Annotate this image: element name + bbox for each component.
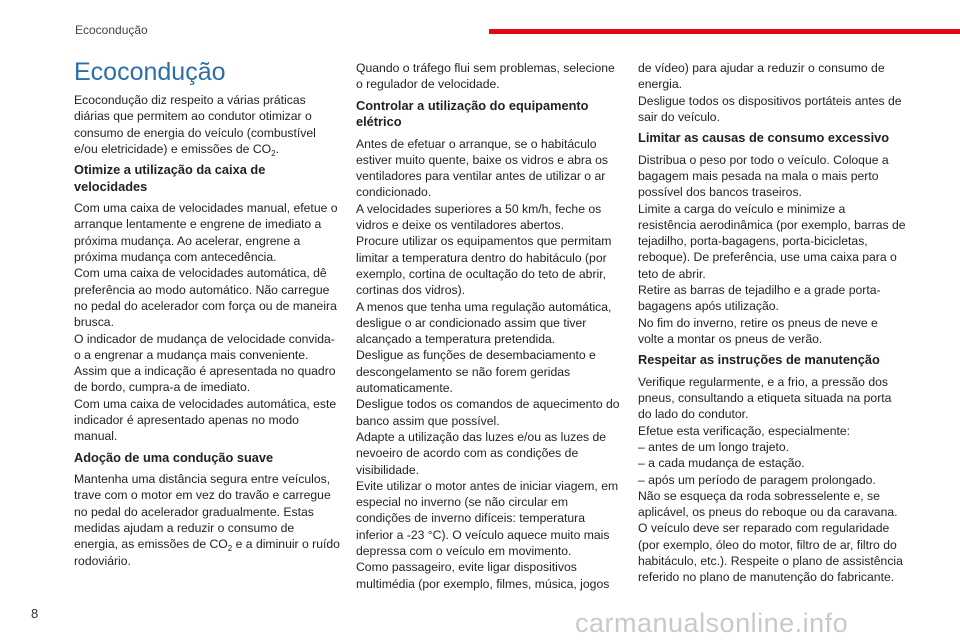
electric-text-2: A velocidades superiores a 50 km/h, feche os vidros e deixe os ventiladores abertos. — [356, 201, 602, 233]
heading-gearbox: Otimize a utilização da caixa de velocidades — [74, 162, 266, 194]
cruise-control-text: Quando o tráfego flui sem problemas, selecione o regulador de velocidade. — [356, 61, 615, 92]
heading-excess-consumption: Limitar as causas de consumo excessivo — [638, 130, 890, 146]
portable-devices-text: Desligue todos os dispositivos portáteis antes de sair do veículo. — [638, 93, 902, 124]
electric-text-5: Desligue as funções de desembaciamento e descongelamento se não forem geridas automaticamente. — [356, 348, 596, 396]
intro-paragraph — [74, 92, 340, 157]
limit-text-4: No fim do inverno, retire os pneus de neve e volte a montar os pneus de verão. — [638, 315, 878, 346]
maintenance-list-item: – após um período de paragem prolongado. — [638, 472, 876, 487]
smooth-text: Mantenha uma distância segura entre veículos, trave com o motor em vez do travão e carregue no pedal do acelerador gradualmente. Estas medidas ajudam a reduzir o consumo de energia, as emissões de CO — [74, 472, 331, 552]
maintenance-text-6: Não se esqueça da roda sobresselente e, se aplicável, os pneus do reboque ou da caravana. — [638, 488, 898, 520]
electric-text-1: Antes de efetuar o arranque, se o habitáculo estiver muito quente, baixe os vidros e abra os ventiladores para ventilar antes de utilizar o ar condicionado. — [356, 136, 609, 200]
header-accent-bar — [489, 29, 960, 34]
heading-electric-equipment: Controlar a utilização do equipamento elétrico — [356, 97, 589, 130]
maintenance-list-item: – a cada mudança de estação. — [638, 456, 805, 471]
electric-text-4: A menos que tenha uma regulação automática, desligue o ar condicionado assim que tiver alcançado a temperatura pretendida. — [356, 299, 612, 347]
column-2 — [356, 60, 622, 592]
electric-text-7: Adapte a utilização das luzes e/ou as luzes de nevoeiro de acordo com as condições de visibilidade. — [356, 429, 607, 477]
limit-text-3: Retire as barras de tejadilho e a grade porta-bagagens após utilização. — [638, 283, 881, 314]
column-3 — [638, 60, 906, 586]
smooth-end: e a diminuir o ruído rodoviário. — [74, 537, 340, 568]
electric-text-9: Como passageiro, evite ligar dispositivos multimédia (por exemplo, filmes, música, jogos — [356, 560, 610, 591]
heading-smooth-driving: Adoção de uma condução suave — [74, 449, 274, 465]
smooth-subscript: 2 — [227, 544, 233, 554]
column-1 — [74, 58, 340, 569]
electric-text-8: Evite utilizar o motor antes de iniciar viagem, em especial no inverno (se não circular em condições de inverno difíceis: temperatura inferior a -23 °C). O veículo aquece muito mais depressa com o veículo em movimento. — [356, 478, 619, 559]
electric-text-6: Desligue todos os comandos de aquecimento do banco assim que possível. — [356, 397, 620, 428]
gearbox-text-4: Com uma caixa de velocidades automática, este indicador é apresentado apenas no modo manual. — [74, 396, 337, 444]
maintenance-text-7: O veículo deve ser reparado com regularidade (por exemplo, óleo do motor, filtro de ar, filtro do habitáculo, etc.). Respeite o plano de assistência referido no plano de manutenção do fabricante. — [638, 521, 903, 585]
gearbox-text-1: Com uma caixa de velocidades manual, efetue o arranque lentamente e engrene de imediato a próxima mudança. Ao acelerar, engrene a próxima mudança com antecedência. — [74, 201, 338, 265]
maintenance-text-1: Verifique regularmente, e a frio, a pressão dos pneus, consultando a etiqueta situada na porta do lado do condutor. — [638, 374, 892, 422]
limit-text-1: Distribua o peso por todo o veículo. Coloque a bagagem mais pesada na mala o mais perto possível dos bancos traseiros. — [638, 152, 889, 200]
intro-end: . — [275, 141, 279, 156]
maintenance-list-item: – antes de um longo trajeto. — [638, 439, 790, 454]
running-header: Ecocondução — [75, 23, 148, 37]
limit-text-2: Limite a carga do veículo e minimize a resistência aerodinâmica (por exemplo, barras de tejadilho, porta-bagagens, porta-bicicletas, reboque). De preferência, use uma caixa para o teto de abrir. — [638, 201, 906, 281]
intro-text: Ecocondução diz respeito a várias práticas diárias que permitem ao condutor otimizar o consumo de energia do veículo (combustível e/ou eletricidade) e emissões de CO — [74, 93, 316, 156]
electric-text-3: Procure utilizar os equipamentos que permitam limitar a temperatura dentro do habitáculo (por exemplo, cortina de ocultação do teto de abrir, cortinas dos vidros). — [356, 234, 612, 298]
gearbox-text-2: Com uma caixa de velocidades automática, dê preferência ao modo automático. Não carregue no pedal do acelerador com força ou de maneira brusca. — [74, 266, 337, 330]
maintenance-text-2: Efetue esta verificação, especialmente: — [638, 423, 851, 438]
page-title: Ecocondução — [74, 58, 226, 86]
watermark: carmanualsonline.info — [575, 608, 849, 638]
continued-text: de vídeo) para ajudar a reduzir o consumo de energia. — [638, 61, 885, 92]
heading-maintenance: Respeitar as instruções de manutenção — [638, 352, 880, 368]
intro-subscript: 2 — [271, 148, 276, 158]
gearbox-text-3: O indicador de mudança de velocidade convida-o a engrenar a mudança mais conveniente. Assim que a indicação é apresentada no quadro de bordo, cumpra-a de imediato. — [74, 331, 336, 395]
smooth-driving-paragraph — [74, 471, 340, 569]
page-number: 8 — [31, 606, 39, 621]
